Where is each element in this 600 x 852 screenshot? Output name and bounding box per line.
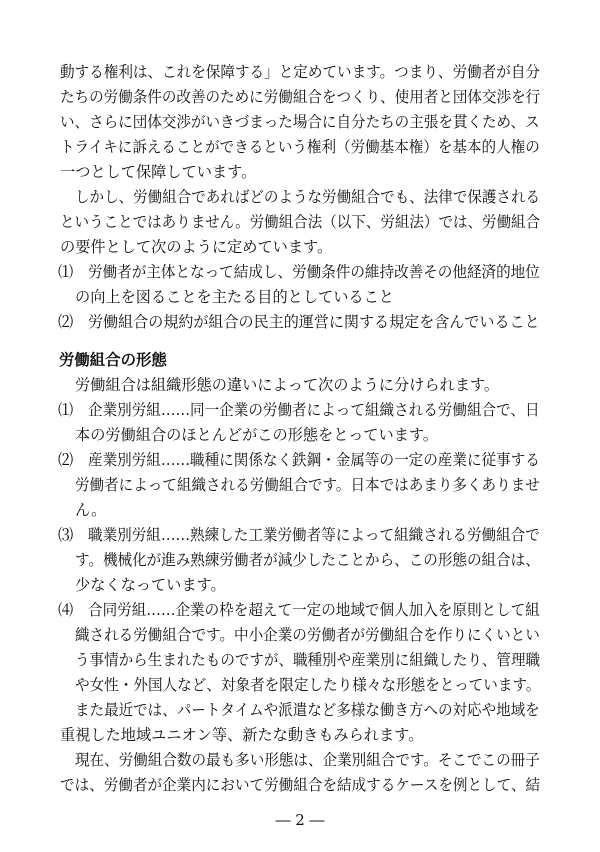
- text-line: う事情から生まれたものですが、職種別や産業別に組織したり、管理職: [75, 651, 540, 670]
- text-line: では、労働者が企業内において労働組合を結成するケースを例として、結: [60, 776, 541, 794]
- list-number: ⑵: [58, 451, 74, 470]
- text-line: たちの労働条件の改善のために労働組合をつくり、使用者と団体交渉を行: [60, 87, 541, 106]
- text-line: また最近では、パートタイムや派遣など多様な働き方への対応や地域を: [75, 701, 540, 720]
- text-line: す。機械化が進み熟練労働者が減少したことから、この形態の組合は、: [75, 551, 540, 570]
- text-line: 労働組合は組織形態の違いによって次のように分けられます。: [75, 376, 500, 395]
- text-line: 重視した地域ユニオン等、新たな動きもみられます。: [60, 726, 424, 745]
- text-line: 労働組合の規約が組合の民主的運営に関する規定を含んでいること: [88, 312, 540, 331]
- text-line: ということではありません。労働組合法（以下、労組法）では、労働組合: [60, 212, 541, 231]
- list-number: ⑶: [58, 526, 74, 545]
- list-number: ⑴: [58, 262, 74, 281]
- section-heading: 労働組合の形態: [59, 350, 167, 369]
- list-number: ⑴: [58, 401, 74, 420]
- text-line: や女性・外国人など、対象者を限定したり様々な形態をとっています。: [75, 676, 541, 695]
- text-line: 労働者によって組織される労働組合です。日本ではあまり多くありませ: [75, 476, 540, 495]
- text-line: トライキに訴えることができるという権利（労働基本権）を基本的人権の: [60, 137, 540, 156]
- text-line: 少なくなっています。: [75, 576, 226, 595]
- text-line: 産業別労組……職種に関係なく鉄鋼・金属等の一定の産業に従事する: [88, 451, 540, 470]
- page-number: ― 2 ―: [275, 811, 325, 829]
- text-line: 一つとして保障しています。: [60, 162, 257, 181]
- text-line: い、さらに団体交渉がいきづまった場合に自分たちの主張を貫くため、ス: [60, 112, 540, 131]
- text-line: 合同労組……企業の枠を超えて一定の地域で個人加入を原則として組: [88, 601, 540, 620]
- list-number: ⑷: [58, 601, 74, 620]
- text-line: 動する権利は、これを保障する」と定めています。つまり、労働者が自分: [60, 63, 540, 81]
- text-line: 本の労働組合のほとんどがこの形態をとっています。: [75, 426, 438, 445]
- text-line: 企業別労組……同一企業の労働者によって組織される労働組合で、日: [88, 401, 540, 420]
- text-line: 職業別労組……熟練した工業労働者等によって組織される労働組合で: [88, 526, 540, 545]
- text-line: ん。: [75, 501, 107, 520]
- text-line: 織される労働組合です。中小企業の労働者が労働組合を作りにくいとい: [75, 626, 540, 645]
- text-line: 現在、労働組合数の最も多い形態は、企業別組合です。そこでこの冊子: [75, 751, 540, 770]
- text-line: しかし、労働組合であればどのような労働組合でも、法律で保護される: [75, 187, 540, 206]
- list-number: ⑵: [58, 312, 74, 331]
- text-line: 労働者が主体となって結成し、労働条件の維持改善その他経済的地位: [88, 262, 540, 281]
- text-line: の向上を図ることを主たる目的としていること: [75, 287, 394, 306]
- text-line: の要件として次のように定めています。: [60, 237, 333, 256]
